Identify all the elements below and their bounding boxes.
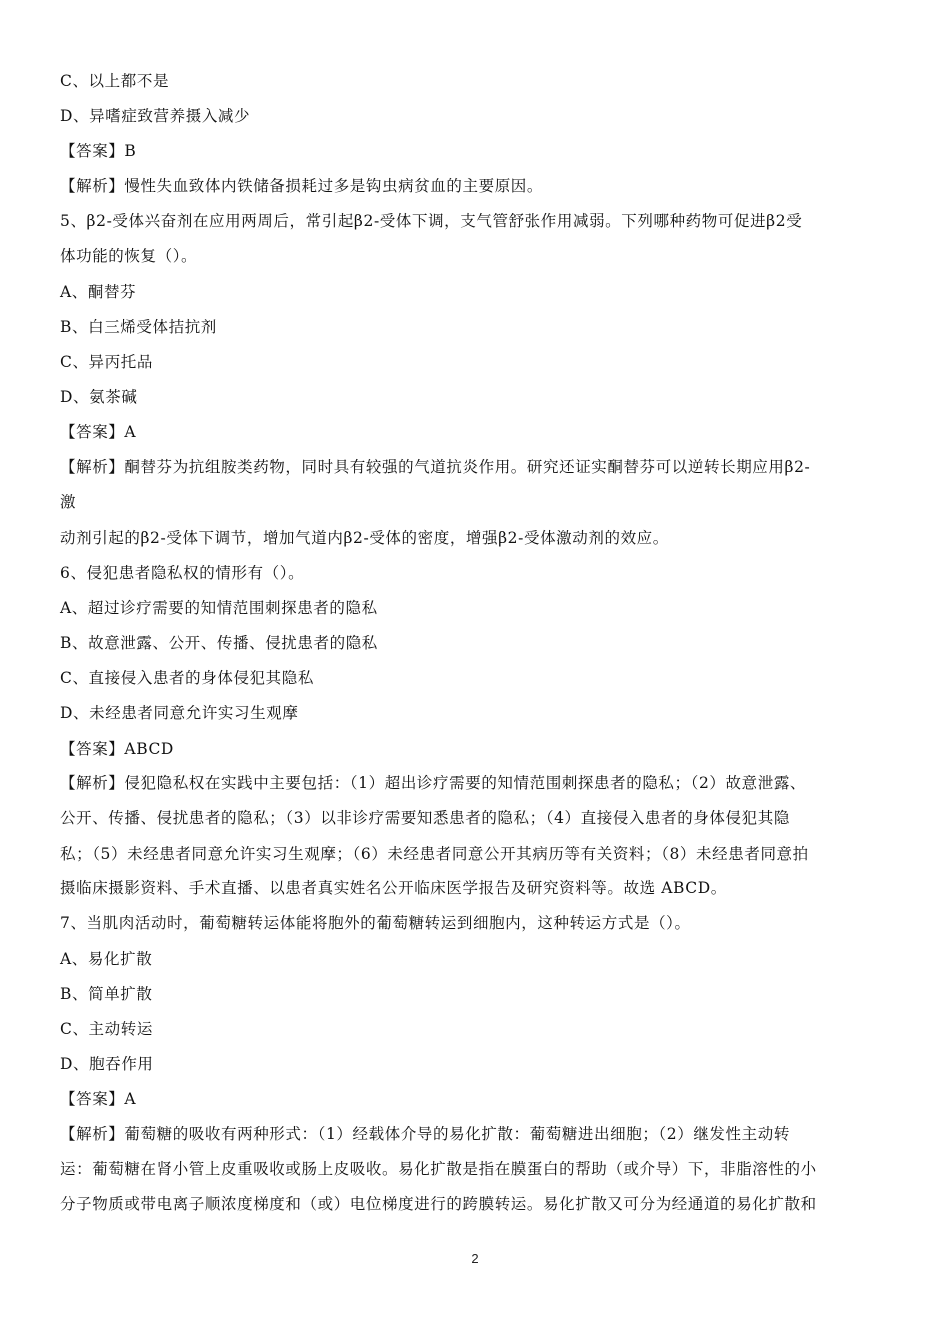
question-5-line-2: 体功能的恢复（）。 [60,247,198,265]
question-7: 7、当肌肉活动时，葡萄糖转运体能将胞外的葡萄糖转运到细胞内，这种转运方式是（）。 [60,914,691,932]
option-d: D、未经患者同意允许实习生观摩 [60,704,299,722]
explanation-line: 【解析】侵犯隐私权在实践中主要包括：（1）超出诊疗需要的知情范围刺探患者的隐私；（2）故意泄露、 [60,774,807,792]
explanation-line: 【解析】葡萄糖的吸收有两种形式：（1）经载体介导的易化扩散：葡萄糖进出细胞；（2）继发性主动转 [60,1125,790,1143]
option-c: C、直接侵入患者的身体侵犯其隐私 [60,669,314,687]
option-d: D、氨茶碱 [60,388,138,406]
answer-line: 【答案】A [60,1090,137,1108]
explanation-line: 运：葡萄糖在肾小管上皮重吸收或肠上皮吸收。易化扩散是指在膜蛋白的帮助（或介导）下，非脂溶性的小 [60,1160,817,1178]
question-5-line-1: 5、β2-受体兴奋剂在应用两周后，常引起β2-受体下调，支气管舒张作用减弱。下列哪种药物可促进β2受 [60,212,803,230]
option-b: B、简单扩散 [60,985,153,1003]
option-a: A、超过诊疗需要的知情范围刺探患者的隐私 [60,599,378,617]
option-c: C、异丙托品 [60,353,153,371]
option-b: B、白三烯受体拮抗剂 [60,318,217,336]
option-d: D、异嗜症致营养摄入减少 [60,107,251,125]
explanation-line: 激 [60,493,77,511]
option-c: C、以上都不是 [60,72,170,90]
answer-line: 【答案】ABCD [60,740,174,758]
explanation-line: 公开、传播、侵扰患者的隐私；（3）以非诊疗需要知悉患者的隐私；（4）直接侵入患者的身体侵犯其隐 [60,809,790,827]
option-a: A、酮替芬 [60,283,137,301]
explanation-line: 动剂引起的β2-受体下调节，增加气道内β2-受体的密度，增强β2-受体激动剂的效应。 [60,529,669,547]
option-b: B、故意泄露、公开、传播、侵扰患者的隐私 [60,634,378,652]
option-c: C、主动转运 [60,1020,153,1038]
explanation-line: 分子物质或带电离子顺浓度梯度和（或）电位梯度进行的跨膜转运。易化扩散又可分为经通道的易化扩散和 [60,1195,817,1213]
option-a: A、易化扩散 [60,950,153,968]
option-d: D、胞吞作用 [60,1055,154,1073]
explanation-line: 【解析】酮替芬为抗组胺类药物，同时具有较强的气道抗炎作用。研究还证实酮替芬可以逆转长期应用β2- [60,458,811,476]
explanation-line: 私；（5）未经患者同意允许实习生观摩；（6）未经患者同意公开其病历等有关资料；（8）未经患者同意拍 [60,845,809,863]
question-6: 6、侵犯患者隐私权的情形有（）。 [60,564,305,582]
page-number: 2 [471,1251,479,1266]
answer-line: 【答案】A [60,423,137,441]
explanation-line: 【解析】慢性失血致体内铁储备损耗过多是钩虫病贫血的主要原因。 [60,177,544,195]
answer-line: 【答案】B [60,142,137,160]
explanation-line: 摄临床摄影资料、手术直播、以患者真实姓名公开临床医学报告及研究资料等。故选 ABCD。 [60,879,727,897]
